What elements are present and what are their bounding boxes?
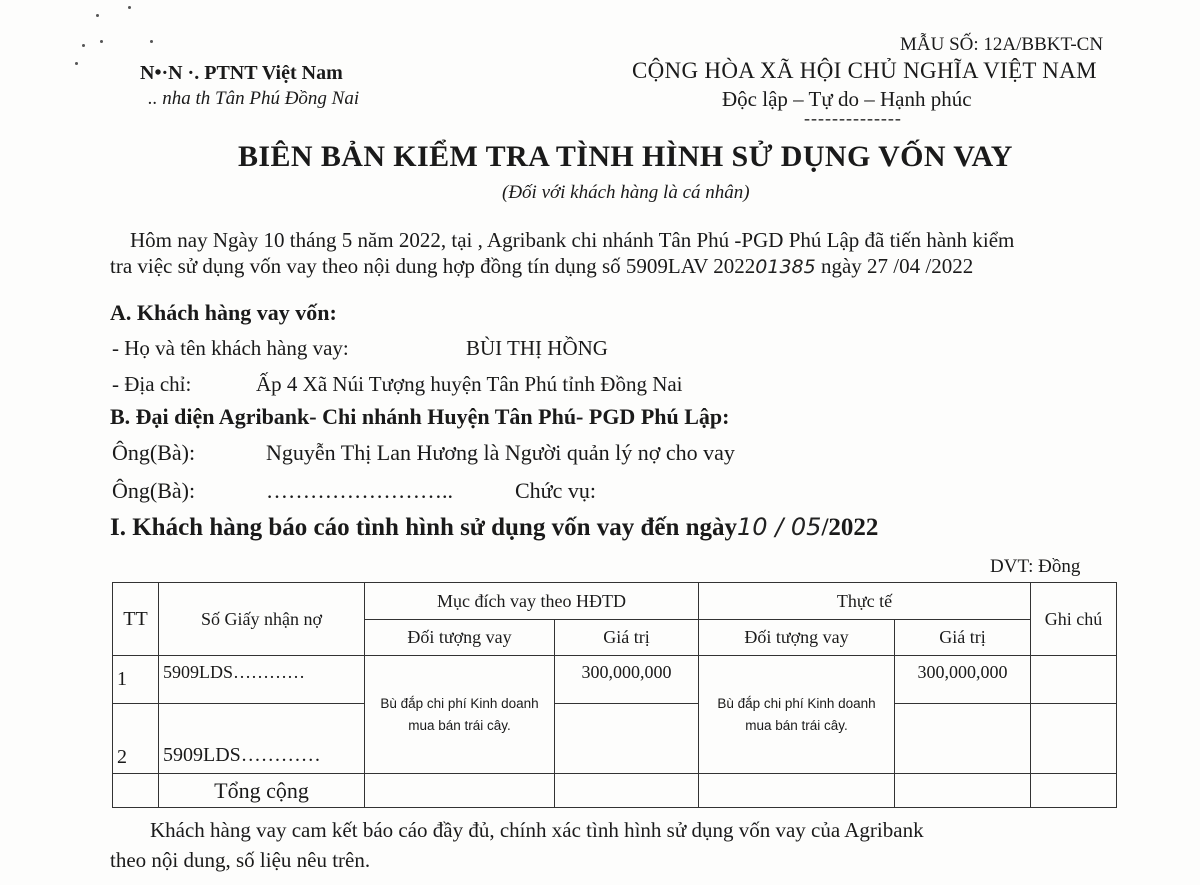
handwritten-contract-number: 01385 xyxy=(755,256,816,278)
branch-name: .. nha th Tân Phú Đồng Nai xyxy=(148,88,360,109)
total-actual-value xyxy=(895,774,1031,808)
header-purpose-group: Mục đích vay theo HĐTD xyxy=(365,583,699,620)
row-1-actual-value: 300,000,000 xyxy=(895,656,1031,704)
row-1-tt: 1 xyxy=(113,656,159,704)
address-label: - Địa chỉ: xyxy=(112,372,192,396)
section-i-heading-start: I. Khách hàng báo cáo tình hình sử dụng vốn vay đến ngày xyxy=(110,514,738,541)
header-note: Ghi chú xyxy=(1031,583,1117,656)
motto: Độc lập – Tự do – Hạnh phúc xyxy=(722,87,972,111)
loan-usage-table xyxy=(112,582,1117,808)
row-1-note xyxy=(1031,656,1117,704)
header-actual-value: Giá trị xyxy=(895,620,1031,656)
row-2-note xyxy=(1031,704,1117,774)
document-title: BIÊN BẢN KIỂM TRA TÌNH HÌNH SỬ DỤNG VỐN VAY xyxy=(238,140,1013,173)
merged-loan-object xyxy=(365,656,555,774)
header-tt: TT xyxy=(113,583,159,656)
section-i-heading-end: /2022 xyxy=(821,514,879,541)
customer-name-label: - Họ và tên khách hàng vay: xyxy=(112,336,349,360)
scan-speck xyxy=(82,44,85,47)
commitment-line-1: Khách hàng vay cam kết báo cáo đầy đủ, chính xác tình hình sử dụng vốn vay của Agribank xyxy=(150,818,924,842)
total-tt xyxy=(113,774,159,808)
currency-unit: DVT: Đồng xyxy=(990,556,1081,577)
header-debt-no: Số Giấy nhận nợ xyxy=(159,583,365,656)
row-1-value: 300,000,000 xyxy=(555,656,699,704)
total-value xyxy=(555,774,699,808)
merged-actual-object-text: Bù đắp chi phí Kinh doanh mua bán trái cây. xyxy=(717,695,876,733)
table-total-row xyxy=(113,774,1117,808)
merged-actual-object xyxy=(699,656,895,774)
scan-speck xyxy=(128,6,131,9)
rep-2-dots: …………………….. xyxy=(266,478,453,503)
header-actual-object: Đối tượng vay xyxy=(699,620,895,656)
total-label: Tổng cộng xyxy=(159,774,365,808)
intro-line-2-start: tra việc sử dụng vốn vay theo nội dung hợp đồng tín dụng số 5909LAV 2022 xyxy=(110,254,756,278)
section-a-heading: A. Khách hàng vay vốn: xyxy=(110,300,337,325)
header-value: Giá trị xyxy=(555,620,699,656)
motto-rule: -------------- xyxy=(804,108,902,128)
table-row xyxy=(113,704,1117,774)
row-2-actual-value xyxy=(895,704,1031,774)
row-2-value xyxy=(555,704,699,774)
rep-1-value: Nguyễn Thị Lan Hương là Người quản lý nợ cho vay xyxy=(266,440,735,465)
scan-speck xyxy=(75,62,78,65)
section-i-heading xyxy=(110,513,878,542)
section-b-heading: B. Đại diện Agribank- Chi nhánh Huyện Tân Phú- PGD Phú Lập: xyxy=(110,404,730,429)
commitment-line-2: theo nội dung, số liệu nêu trên. xyxy=(110,848,371,872)
intro-line-2-end: ngày 27 /04 /2022 xyxy=(820,254,974,278)
table-row xyxy=(113,656,1117,704)
rep-2-position-label: Chức vụ: xyxy=(515,478,596,503)
row-2-tt: 2 xyxy=(113,704,159,774)
rep-2-label: Ông(Bà): xyxy=(112,478,196,503)
row-1-debt-no: 5909LDS………… xyxy=(159,656,365,704)
intro-line-1: Hôm nay Ngày 10 tháng 5 năm 2022, tại , Agribank chi nhánh Tân Phú -PGD Phú Lập đã tiến hành kiểm xyxy=(130,228,1015,252)
address-value: Ấp 4 Xã Núi Tượng huyện Tân Phú tỉnh Đồng Nai xyxy=(256,372,683,396)
header-object: Đối tượng vay xyxy=(365,620,555,656)
scan-speck xyxy=(150,40,153,43)
scan-speck xyxy=(100,40,103,43)
total-note xyxy=(1031,774,1117,808)
merged-loan-object-text: Bù đắp chi phí Kinh doanh mua bán trái cây. xyxy=(380,695,539,733)
row-2-debt-no: 5909LDS………… xyxy=(159,704,365,774)
handwritten-report-date: 10 / 05 xyxy=(737,513,822,541)
rep-1-label: Ông(Bà): xyxy=(112,440,196,465)
bank-name: N•·N ·. PTNT Việt Nam xyxy=(140,62,343,84)
intro-line-2 xyxy=(110,254,973,279)
document-subtitle: (Đối với khách hàng là cá nhân) xyxy=(502,182,750,203)
nation-heading: CỘNG HÒA XÃ HỘI CHỦ NGHĨA VIỆT NAM xyxy=(632,58,1097,83)
form-number: MẪU SỐ: 12A/BBKT-CN xyxy=(900,34,1104,55)
total-object xyxy=(365,774,555,808)
scan-speck xyxy=(96,14,99,17)
header-actual-group: Thực tế xyxy=(699,583,1031,620)
total-actual-object xyxy=(699,774,895,808)
customer-name-value: BÙI THỊ HỒNG xyxy=(466,336,608,360)
